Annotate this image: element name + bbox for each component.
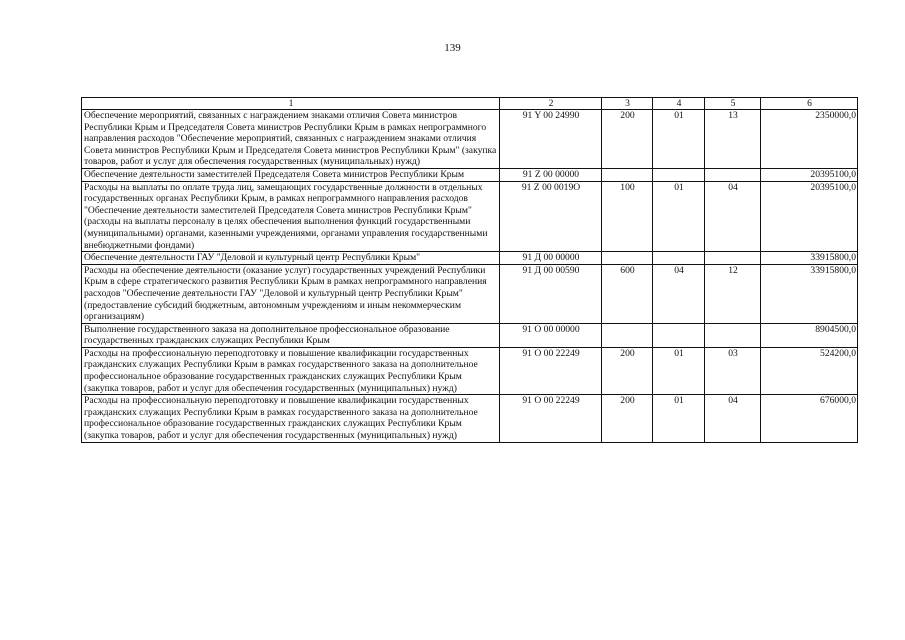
table-row [82, 395, 858, 442]
row-col-3: 200 [602, 347, 653, 394]
table-row [82, 181, 858, 252]
row-col-5: 04 [705, 181, 761, 252]
row-col-3: 600 [602, 264, 653, 323]
row-col-5 [705, 168, 761, 181]
row-code: 91 Y 00 24990 [500, 110, 602, 169]
row-col-5: 13 [705, 110, 761, 169]
row-code: 91 Д 00 00000 [500, 252, 602, 265]
table-row [82, 252, 858, 265]
row-amount: 33915800,0 [761, 264, 858, 323]
row-name: Обеспечение деятельности заместителей Председателя Совета министров Республики Крым [82, 168, 500, 181]
row-col-3: 200 [602, 110, 653, 169]
row-code: 91 Z 00 00000 [500, 168, 602, 181]
row-col-3 [602, 168, 653, 181]
row-name: Обеспечение мероприятий, связанных с награждением знаками отличия Совета министров Республики Крым и Председателя Совета министров Республики Крым в рамках непрограммного направления расходов "Обеспечение мероприятий, связанных с награждением знаками отличия Совета министров Республики Крым и Председателя Совета министров Республики Крым" (закупка товаров, работ и услуг для обеспечения государственных (муниципальных) нужд) [82, 110, 500, 169]
row-name: Расходы на выплаты по оплате труда лиц, замещающих государственные должности в отдельных государственных органах Республики Крым, в рамках непрограммного направления расходов "Обеспечение деятельности заместителей Председателя Совета министров Республики Крым" (расходы на выплаты персоналу в целях обеспечения выполнения функций государственными (муниципальными) органами, казенными учреждениями, органами управления государственными внебюджетными фондами) [82, 181, 500, 252]
table-header-row [82, 98, 858, 110]
row-amount: 8904500,0 [761, 323, 858, 347]
row-name: Расходы на профессиональную переподготовку и повышение квалификации государственных гражданских служащих Республики Крым в рамках государственного заказа на дополнительное профессиональное образование государственных гражданских служащих Республики Крым (закупка товаров, работ и услуг для обеспечения государственных (муниципальных) нужд) [82, 347, 500, 394]
row-col-4: 01 [653, 110, 705, 169]
row-col-4: 01 [653, 347, 705, 394]
row-col-4: 01 [653, 181, 705, 252]
row-code: 91 Д 00 00590 [500, 264, 602, 323]
row-col-4: 01 [653, 395, 705, 442]
row-code: 91 О 00 22249 [500, 347, 602, 394]
row-col-5: 12 [705, 264, 761, 323]
row-name: Выполнение государственного заказа на дополнительное профессиональное образование государственных гражданских служащих Республики Крым [82, 323, 500, 347]
row-col-5: 03 [705, 347, 761, 394]
table-row [82, 264, 858, 323]
row-code: 91 О 00 22249 [500, 395, 602, 442]
row-amount: 20395100,0 [761, 168, 858, 181]
table-row [82, 347, 858, 394]
row-name: Расходы на профессиональную переподготовку и повышение квалификации государственных гражданских служащих Республики Крым в рамках государственного заказа на дополнительное профессиональное образование государственных гражданских служащих Республики Крым (закупка товаров, работ и услуг для обеспечения государственных (муниципальных) нужд) [82, 395, 500, 442]
row-col-3: 200 [602, 395, 653, 442]
row-col-3: 100 [602, 181, 653, 252]
table-row [82, 323, 858, 347]
header-col-1: 1 [82, 98, 500, 110]
header-col-5: 5 [705, 98, 761, 110]
row-amount: 33915800,0 [761, 252, 858, 265]
page-number: 139 [444, 42, 461, 54]
row-amount: 524200,0 [761, 347, 858, 394]
table-row [82, 110, 858, 169]
header-col-4: 4 [653, 98, 705, 110]
row-amount: 2350000,0 [761, 110, 858, 169]
row-name: Обеспечение деятельности ГАУ "Деловой и культурный центр Республики Крым" [82, 252, 500, 265]
row-col-4 [653, 323, 705, 347]
row-col-4 [653, 168, 705, 181]
row-col-4 [653, 252, 705, 265]
row-col-3 [602, 323, 653, 347]
table-row [82, 168, 858, 181]
row-col-5 [705, 252, 761, 265]
row-col-3 [602, 252, 653, 265]
header-col-2: 2 [500, 98, 602, 110]
row-col-5 [705, 323, 761, 347]
header-col-3: 3 [602, 98, 653, 110]
row-code: 91 Z 00 0019O [500, 181, 602, 252]
row-name: Расходы на обеспечение деятельности (оказание услуг) государственных учреждений Республики Крым в сфере стратегического развития Республики Крым в рамках непрограммного направления расходов "Обеспечение деятельности ГАУ "Деловой и культурный центр Республики Крым" (предоставление субсидий бюджетным, автономным учреждениям и иным некоммерческим организациям) [82, 264, 500, 323]
row-amount: 676000,0 [761, 395, 858, 442]
row-col-4: 04 [653, 264, 705, 323]
row-amount: 20395100,0 [761, 181, 858, 252]
budget-table [81, 97, 858, 443]
row-code: 91 О 00 00000 [500, 323, 602, 347]
header-col-6: 6 [761, 98, 858, 110]
row-col-5: 04 [705, 395, 761, 442]
